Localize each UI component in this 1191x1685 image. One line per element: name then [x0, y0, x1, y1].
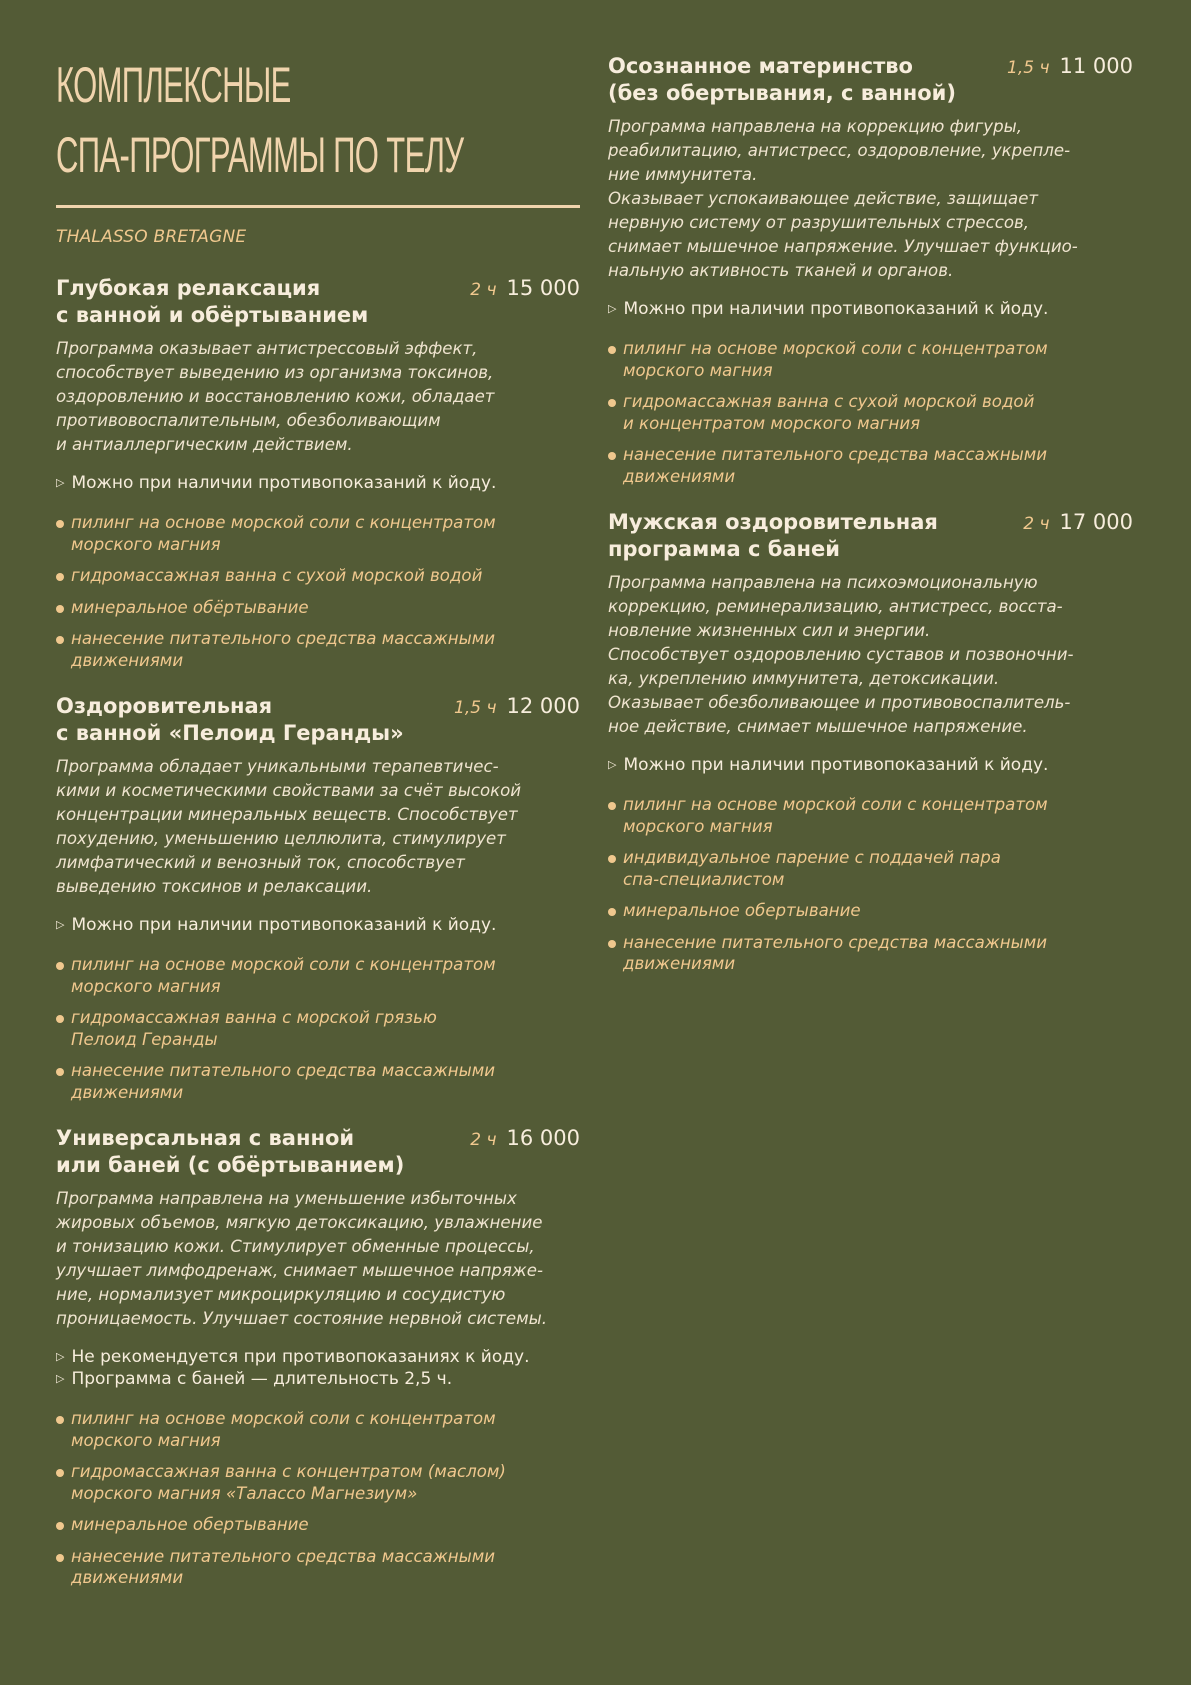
- program-meta: [454, 693, 580, 722]
- program-price: 15 000: [506, 276, 580, 300]
- list-item-text: [71, 1546, 580, 1589]
- list-item: [56, 1007, 580, 1050]
- description-line: коррекцию, реминерализацию, антистресс, восста-: [608, 597, 1063, 616]
- list-item-text: [623, 391, 1133, 434]
- page-title-line: КОМПЛЕКСНЫЕ: [56, 57, 291, 113]
- list-item-line: движениями: [71, 1082, 184, 1102]
- program-description: [56, 755, 580, 899]
- list-item: [56, 1408, 580, 1451]
- description-line: проницаемость. Улучшает состояние нервной системы.: [56, 1309, 548, 1328]
- title-divider: [56, 205, 580, 208]
- program-title-line: Оздоровительная: [56, 694, 273, 718]
- list-item-text: [623, 794, 1133, 837]
- list-item-line: морского магния «Талассо Магнезиум»: [71, 1483, 418, 1503]
- list-item-line: движениями: [71, 650, 184, 670]
- list-item-line: пилинг на основе морской соли с концентратом: [623, 795, 1048, 814]
- program-notes: [56, 1347, 580, 1391]
- program-title-line: с ванной «Пелоид Геранды»: [56, 721, 404, 745]
- bullet-icon: [56, 605, 64, 613]
- list-item-text: [623, 847, 1133, 890]
- program-items: [56, 1408, 580, 1589]
- program-header: [608, 509, 1133, 563]
- list-item-text: [71, 1514, 580, 1536]
- program-title-line: Универсальная с ванной: [56, 1126, 355, 1150]
- note-text: Не рекомендуется при противопоказаниях к йоду.: [71, 1347, 530, 1367]
- list-item: [608, 338, 1133, 381]
- list-item-line: гидромассажная ванна с сухой морской водой: [71, 566, 483, 585]
- note-line: [56, 473, 580, 495]
- list-item-line: морского магния: [623, 816, 773, 836]
- description-line: похудению, уменьшению целлюлита, стимулирует: [56, 829, 506, 848]
- description-line: снимает мышечное напряжение. Улучшает функцио-: [608, 237, 1078, 256]
- program-description: [608, 115, 1133, 283]
- bullet-icon: [608, 346, 616, 354]
- triangle-right-icon: ▷: [56, 476, 65, 489]
- note-line: [608, 755, 1133, 777]
- bullet-icon: [56, 1068, 64, 1076]
- description-line: Программа направлена на уменьшение избыточных: [56, 1189, 517, 1208]
- list-item-text: [71, 565, 580, 587]
- bullet-icon: [608, 855, 616, 863]
- note-line: [608, 299, 1133, 321]
- list-item-line: гидромассажная ванна с морской грязью: [71, 1008, 437, 1027]
- bullet-icon: [608, 908, 616, 916]
- program-header: [56, 1125, 580, 1179]
- list-item-text: [623, 338, 1133, 381]
- description-line: Способствует оздоровлению суставов и позвоночни-: [608, 645, 1074, 664]
- note-text: Можно при наличии противопоказаний к йоду.: [623, 299, 1049, 319]
- list-item: [56, 1514, 580, 1536]
- list-item: [56, 597, 580, 619]
- bullet-icon: [56, 520, 64, 528]
- description-line: Оказывает обезболивающее и противовоспалитель-: [608, 693, 1071, 712]
- bullet-icon: [56, 636, 64, 644]
- triangle-right-icon: ▷: [608, 758, 617, 771]
- description-line: реабилитацию, антистресс, оздоровление, укрепле-: [608, 141, 1071, 160]
- list-item-line: гидромассажная ванна с сухой морской водой: [623, 392, 1035, 411]
- list-item: [608, 932, 1133, 975]
- list-item-line: индивидуальное парение с поддачей пара: [623, 848, 1001, 867]
- program-duration: 1,5 ч: [1007, 58, 1050, 78]
- program-price: 12 000: [506, 694, 580, 718]
- description-line: ние иммунитета.: [608, 165, 758, 184]
- list-item-line: морского магния: [71, 1430, 221, 1450]
- bullet-icon: [56, 1522, 64, 1530]
- description-line: Оказывает успокаивающее действие, защищает: [608, 189, 1039, 208]
- triangle-right-icon: ▷: [56, 1372, 65, 1385]
- page-title: [56, 50, 589, 190]
- page-title-line: СПА-ПРОГРАММЫ ПО ТЕЛУ: [56, 127, 464, 183]
- list-item: [56, 1546, 580, 1589]
- program-duration: 2 ч: [470, 1130, 497, 1150]
- description-line: Программа обладает уникальными терапевтичес-: [56, 757, 499, 776]
- list-item: [56, 1461, 580, 1504]
- list-item-line: нанесение питательного средства массажными: [71, 629, 496, 648]
- list-item-line: нанесение питательного средства массажными: [71, 1546, 496, 1566]
- program-description: [56, 337, 580, 457]
- description-line: новление жизненных сил и энергии.: [608, 621, 931, 640]
- bullet-icon: [56, 962, 64, 970]
- bullet-icon: [608, 452, 616, 460]
- list-item: [56, 954, 580, 997]
- bullet-icon: [56, 1554, 64, 1562]
- program-title-line: Мужская оздоровительная: [608, 510, 938, 534]
- bullet-icon: [56, 1416, 64, 1424]
- program-header: [608, 53, 1133, 107]
- list-item-text: [71, 1060, 580, 1103]
- description-line: Программа направлена на коррекцию фигуры,: [608, 117, 1023, 136]
- program-title-line: Глубокая релаксация: [56, 276, 321, 300]
- list-item-line: морского магния: [71, 976, 221, 996]
- program-description: [56, 1187, 580, 1331]
- list-item-line: пилинг на основе морской соли с концентратом: [623, 339, 1048, 358]
- list-item-line: Пелоид Геранды: [71, 1029, 218, 1049]
- description-line: улучшает лимфодренаж, снимает мышечное напряже-: [56, 1261, 543, 1280]
- program-header: [56, 275, 580, 329]
- description-line: ка, укреплению иммунитета, детоксикации.: [608, 669, 1000, 688]
- list-item-text: [71, 1408, 580, 1451]
- program-price: 11 000: [1059, 54, 1133, 78]
- program-meta: [470, 1125, 580, 1154]
- note-text: Можно при наличии противопоказаний к йоду.: [623, 755, 1049, 775]
- program-men: [608, 509, 1133, 975]
- list-item-line: минеральное обертывание: [71, 1515, 309, 1534]
- list-item-text: [71, 512, 580, 555]
- program-header: [56, 693, 580, 747]
- list-item: [608, 444, 1133, 487]
- list-item-line: движениями: [71, 1568, 184, 1587]
- description-line: концентрации минеральных веществ. Способствует: [56, 805, 518, 824]
- list-item-text: [71, 597, 580, 619]
- description-line: нальную активность тканей и органов.: [608, 261, 954, 280]
- brand-label: THALASSO BRETAGNE: [56, 227, 247, 247]
- list-item-text: [623, 444, 1133, 487]
- program-motherhood: [608, 53, 1133, 487]
- list-item: [608, 794, 1133, 837]
- program-notes: [608, 299, 1133, 321]
- list-item-line: минеральное обёртывание: [71, 597, 309, 617]
- note-line: [56, 1347, 580, 1369]
- program-duration: 2 ч: [470, 280, 497, 300]
- description-line: способствует выведению из организма токсинов,: [56, 363, 494, 382]
- bullet-icon: [56, 1015, 64, 1023]
- description-line: выведению токсинов и релаксации.: [56, 877, 373, 896]
- list-item-line: движениями: [623, 466, 736, 486]
- note-line: [56, 1369, 580, 1391]
- program-meta: [1023, 509, 1133, 538]
- description-line: лимфатический и венозный ток, способствует: [56, 853, 465, 872]
- description-line: Программа направлена на психоэмоциональную: [608, 573, 1038, 592]
- description-line: нервную систему от разрушительных стрессов,: [608, 213, 1030, 232]
- list-item: [56, 1060, 580, 1103]
- program-items: [56, 954, 580, 1103]
- description-line: и антиаллергическим действием.: [56, 435, 353, 454]
- right-column: [608, 0, 1133, 985]
- program-title-line: (без обертывания, с ванной): [608, 81, 956, 105]
- left-column: [56, 0, 580, 1599]
- list-item-text: [623, 900, 1133, 922]
- list-item-line: пилинг на основе морской соли с концентратом: [71, 1409, 496, 1428]
- description-line: жировых объемов, мягкую детоксикацию, увлажнение: [56, 1213, 543, 1232]
- list-item-line: гидромассажная ванна с концентратом (маслом): [71, 1462, 506, 1481]
- triangle-right-icon: ▷: [56, 1350, 65, 1363]
- program-meta: [470, 275, 580, 304]
- description-line: кими и косметическими свойствами за счёт высокой: [56, 781, 522, 800]
- list-item-text: [71, 1007, 580, 1050]
- program-title-line: или баней (с обёртыванием): [56, 1153, 405, 1177]
- list-item-line: и концентратом морского магния: [623, 413, 921, 433]
- list-item-line: морского магния: [623, 360, 773, 380]
- program-deep-relaxation: [56, 275, 580, 671]
- program-universal: [56, 1125, 580, 1589]
- list-item-text: [623, 932, 1133, 975]
- program-title-line: с ванной и обёртыванием: [56, 303, 369, 327]
- list-item-text: [71, 954, 580, 997]
- note-line: [56, 915, 580, 937]
- list-item: [56, 565, 580, 587]
- program-items: [608, 338, 1133, 487]
- program-notes: [56, 915, 580, 937]
- program-notes: [608, 755, 1133, 777]
- description-line: ное действие, снимает мышечное напряжение.: [608, 717, 1028, 736]
- triangle-right-icon: ▷: [56, 918, 65, 931]
- program-price: 17 000: [1059, 510, 1133, 534]
- bullet-icon: [608, 399, 616, 407]
- list-item-line: нанесение питательного средства массажными: [623, 932, 1048, 952]
- description-line: и тонизацию кожи. Стимулирует обменные процессы,: [56, 1237, 535, 1256]
- description-line: ние, нормализует микроциркуляцию и сосудистую: [56, 1285, 506, 1304]
- list-item: [56, 628, 580, 671]
- program-price: 16 000: [506, 1126, 580, 1150]
- list-item-text: [71, 1461, 580, 1504]
- bullet-icon: [608, 940, 616, 948]
- program-notes: [56, 473, 580, 495]
- program-duration: 2 ч: [1023, 514, 1050, 534]
- list-item: [56, 512, 580, 555]
- list-item-line: нанесение питательного средства массажными: [623, 445, 1048, 464]
- bullet-icon: [56, 573, 64, 581]
- triangle-right-icon: ▷: [608, 302, 617, 315]
- note-text: Можно при наличии противопоказаний к йоду.: [71, 915, 497, 935]
- note-text: Программа с баней — длительность 2,5 ч.: [71, 1369, 453, 1389]
- program-title-line: Осознанное материнство: [608, 54, 913, 78]
- description-line: оздоровлению и восстановлению кожи, обладает: [56, 387, 495, 406]
- program-meta: [1007, 53, 1133, 82]
- list-item-line: движениями: [623, 954, 736, 973]
- list-item: [608, 391, 1133, 434]
- bullet-icon: [608, 802, 616, 810]
- list-item-line: минеральное обертывание: [623, 901, 861, 920]
- program-items: [608, 794, 1133, 975]
- list-item-line: пилинг на основе морской соли с концентратом: [71, 513, 496, 532]
- program-title-line: программа с баней: [608, 537, 841, 561]
- list-item-line: нанесение питательного средства массажными: [71, 1061, 496, 1080]
- program-duration: 1,5 ч: [454, 698, 497, 718]
- list-item-line: спа-специалистом: [623, 869, 785, 889]
- program-peloid: [56, 693, 580, 1103]
- description-line: противовоспалительным, обезболивающим: [56, 411, 441, 430]
- description-line: Программа оказывает антистрессовый эффект,: [56, 339, 478, 358]
- program-description: [608, 571, 1133, 739]
- list-item: [608, 900, 1133, 922]
- list-item: [608, 847, 1133, 890]
- list-item-line: морского магния: [71, 534, 221, 554]
- list-item-text: [71, 628, 580, 671]
- note-text: Можно при наличии противопоказаний к йоду.: [71, 473, 497, 493]
- bullet-icon: [56, 1469, 64, 1477]
- list-item-line: пилинг на основе морской соли с концентратом: [71, 955, 496, 974]
- program-items: [56, 512, 580, 671]
